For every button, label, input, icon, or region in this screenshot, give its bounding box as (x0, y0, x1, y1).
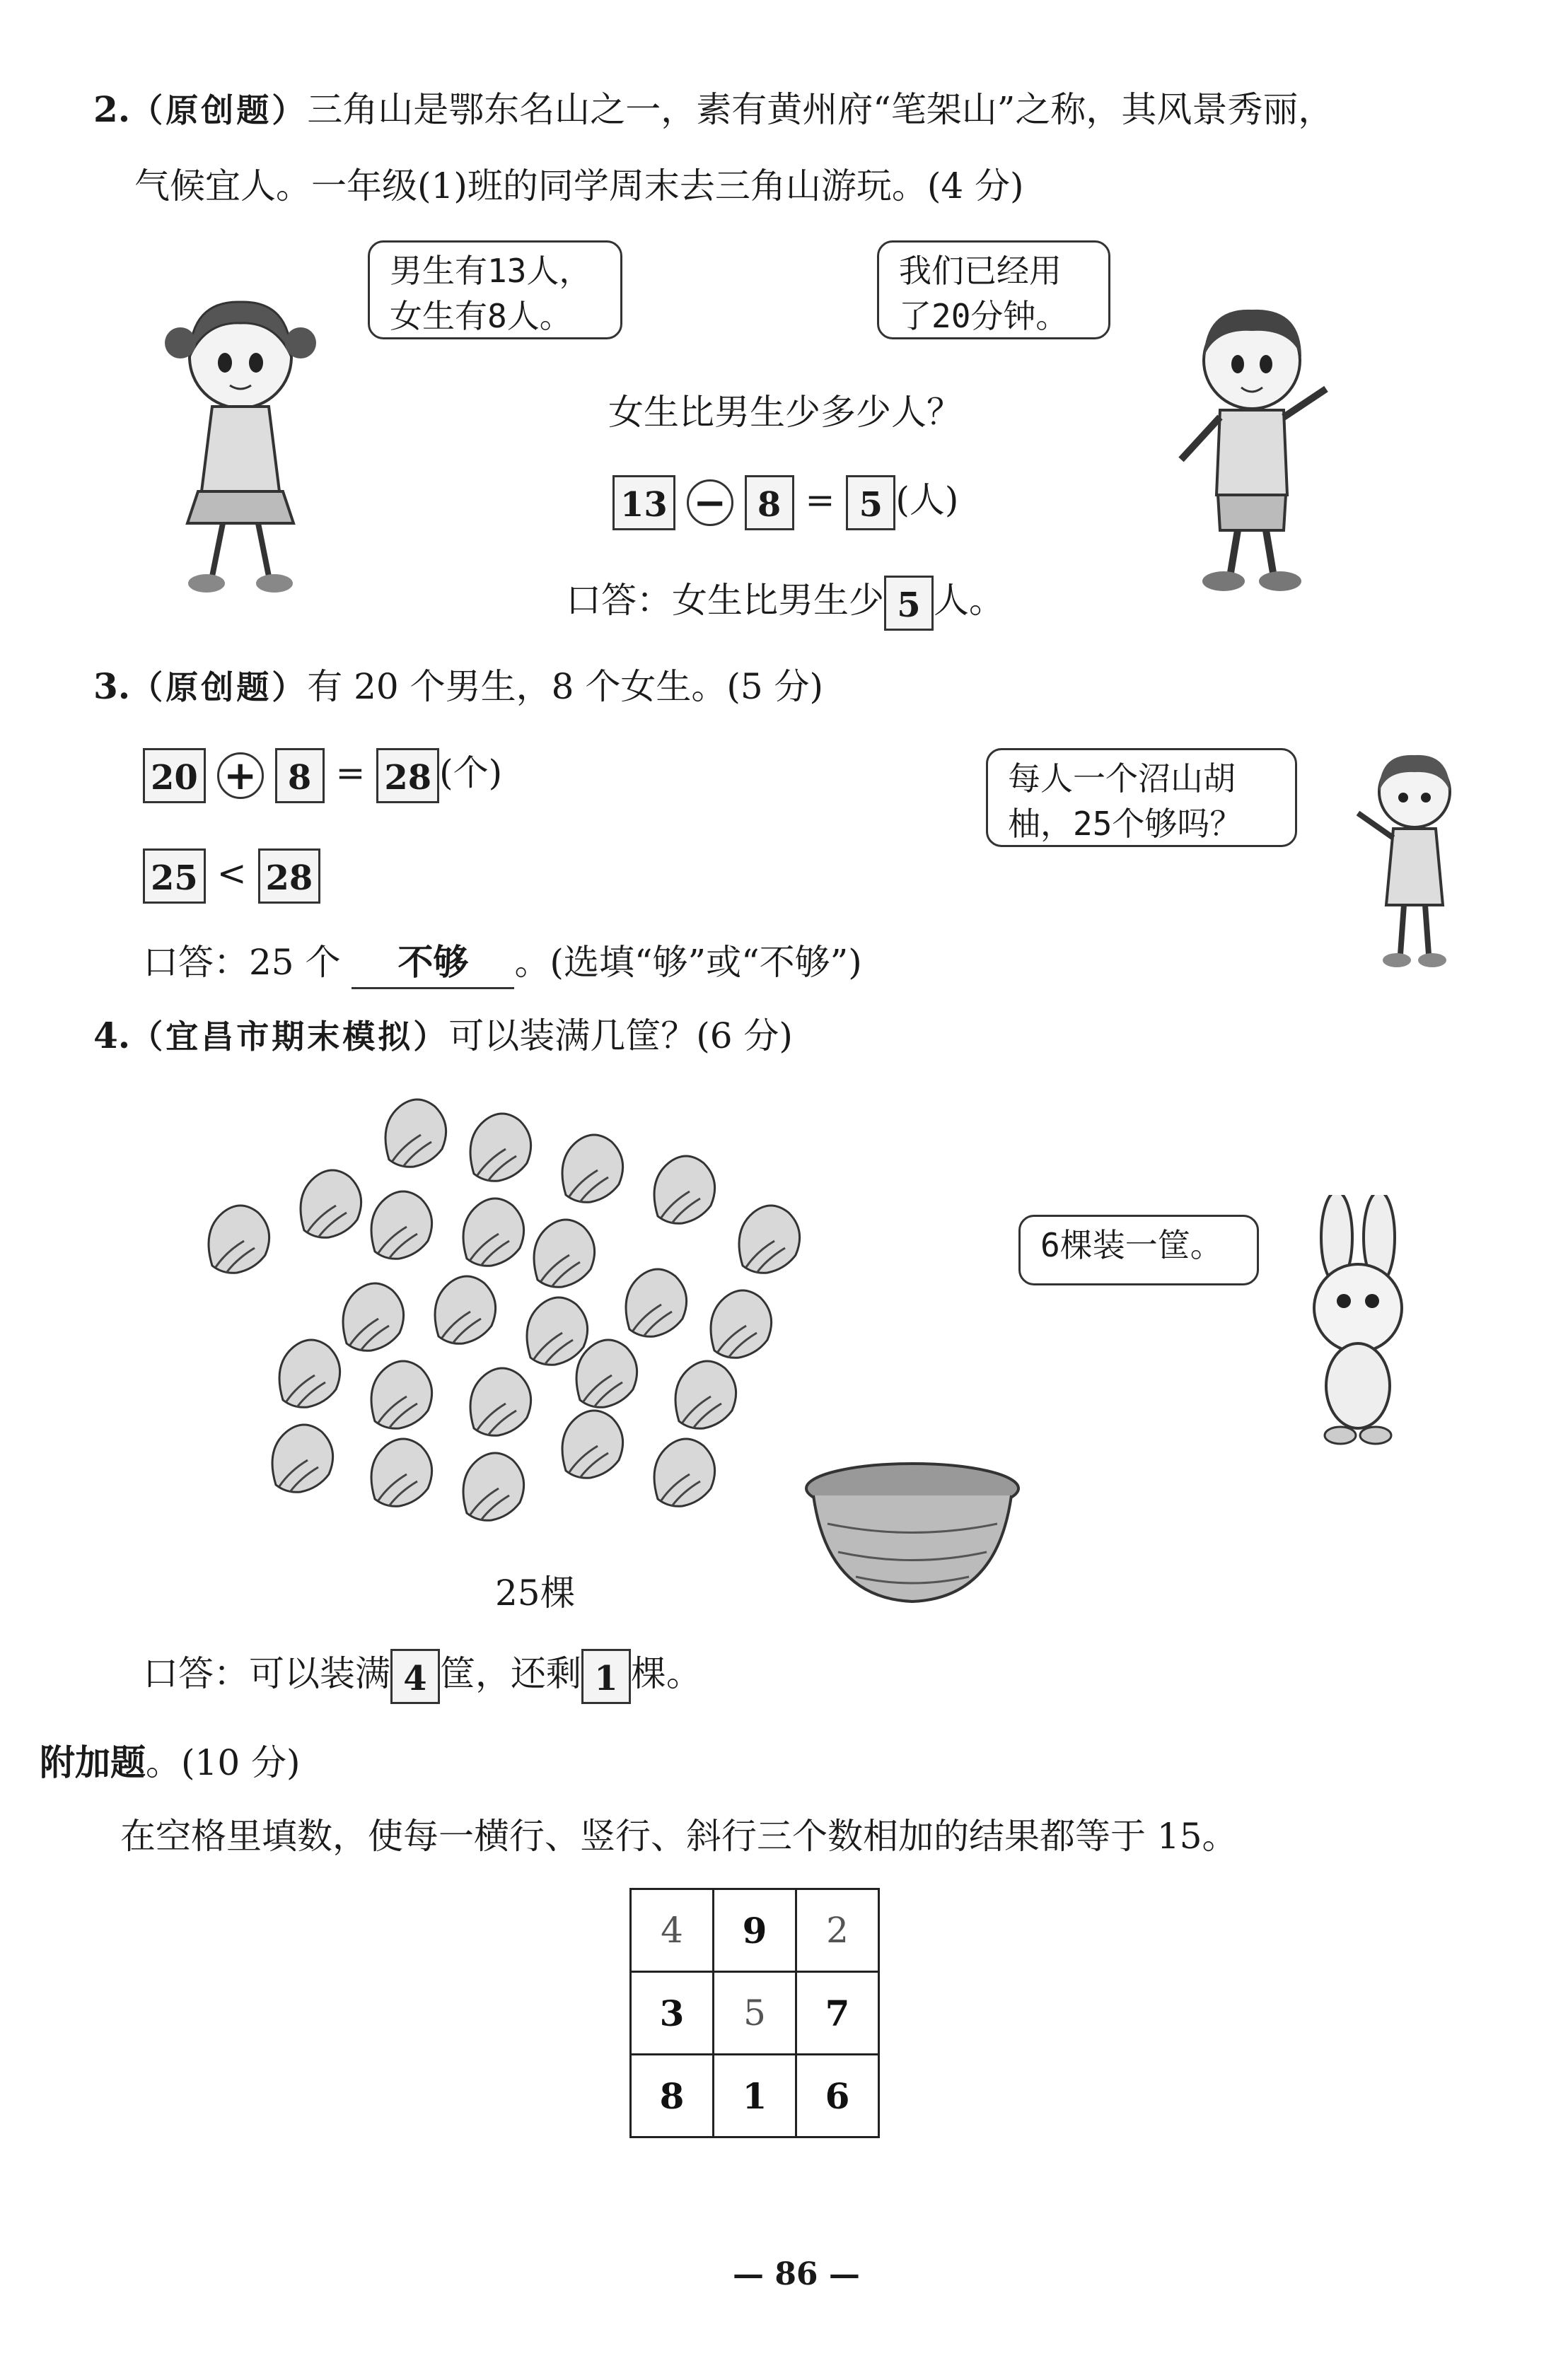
q3-answer-suffix: 。(选填“够”或“不够”) (514, 942, 862, 983)
grid-cell: 2 (796, 1889, 879, 1972)
girl-bubble-line2: 女生有8人。 (390, 297, 572, 335)
q2-eq-op: − (687, 479, 733, 526)
q4-answer-mid: 筐，还剩 (440, 1653, 581, 1694)
q2-answer (566, 568, 1004, 632)
cabbage-icon (562, 1135, 623, 1202)
q4-text: 可以装满几筐？(6 分) (448, 1015, 793, 1056)
cabbage-icon (272, 1425, 333, 1492)
grid-row (631, 1972, 879, 2055)
q2-equation (612, 468, 958, 532)
q4-answer-suffix: 棵。 (631, 1653, 702, 1694)
cabbage-icon (371, 1439, 432, 1506)
cabbage-icon (385, 1099, 446, 1167)
grid-cell: 8 (631, 2055, 714, 2137)
cabbage-icon (562, 1411, 623, 1478)
boy-speech-bubble (877, 240, 1110, 339)
q3-text: 有 20 个男生，8 个女生。(5 分) (307, 666, 824, 707)
q3-speech-bubble (986, 748, 1297, 847)
q2-answer-suffix: 人。 (934, 580, 1004, 621)
q4-answer (143, 1642, 702, 1705)
q2-line1-text: 三角山是鄂东名山之一，素有黄州府“笔架山”之称，其风景秀丽， (307, 89, 1334, 130)
grid-row (631, 2055, 879, 2137)
q3-answer-prefix: 口答：25 个 (143, 942, 341, 983)
girl-illustration (156, 279, 325, 597)
q3-cmp-b: 28 (258, 848, 321, 904)
cabbage-icon (654, 1156, 715, 1223)
cabbage-icon (209, 1206, 269, 1273)
grid-cell: 5 (714, 1972, 796, 2055)
q4-answer-prefix: 口答：可以装满 (143, 1653, 390, 1694)
q2-eq-result: 5 (846, 475, 895, 530)
bonus-title: 附加题 (40, 1742, 146, 1783)
q3-eq1-op: + (217, 752, 264, 799)
q3-eq1-result: 28 (376, 748, 439, 803)
q3-comparison (143, 841, 320, 905)
q3-answer (143, 938, 862, 989)
q2-eq-b: 8 (745, 475, 794, 530)
bonus-instruction: 在空格里填数，使每一横行、竖行、斜行三个数相加的结果都等于 15。 (120, 1816, 1238, 1857)
q4-answer-baskets: 4 (390, 1649, 440, 1704)
q2-eq-a: 13 (612, 475, 675, 530)
q4-title (93, 1011, 793, 1061)
cabbage-icon (711, 1290, 772, 1358)
q3-title (93, 662, 823, 712)
grid-cell: 9 (714, 1889, 796, 1972)
cabbage-icon (527, 1297, 588, 1365)
cabbage-icon (435, 1276, 496, 1343)
q3-cmp-a: 25 (143, 848, 206, 904)
basket-icon (799, 1457, 1026, 1612)
q2-eq-unit: (人) (895, 479, 959, 520)
cabbage-icon (470, 1114, 531, 1181)
q3-equation (143, 741, 502, 805)
cabbage-icon (463, 1198, 524, 1266)
q3-eq1-b: 8 (275, 748, 325, 803)
cabbage-icon (470, 1368, 531, 1435)
q2-question: 女生比男生少多少人？ (608, 392, 962, 433)
q2-answer-value: 5 (884, 576, 934, 631)
grid-row (631, 1889, 879, 1972)
q2-line2: 气候宜人。一年级(1)班的同学周末去三角山游玩。(4 分) (134, 165, 1024, 206)
cabbage-icon (675, 1361, 736, 1428)
q2-number: 2. (93, 88, 131, 130)
bunny-speech-bubble: 6棵装一筐。 (1018, 1215, 1259, 1285)
cabbage-icon (371, 1191, 432, 1259)
q4-source: （宜昌市期末模拟） (130, 1017, 449, 1056)
q3-bubble-line1: 每人一个沼山胡 (1008, 759, 1236, 798)
cabbage-icon (343, 1283, 404, 1351)
cabbage-icon (739, 1206, 800, 1273)
boy-bubble-line2: 了20分钟。 (899, 297, 1069, 335)
girl-speech-bubble (368, 240, 622, 339)
boy-bubble-line1: 我们已经用 (899, 252, 1062, 290)
q4-number: 4. (93, 1015, 131, 1056)
q3-bubble-line2: 柚，25个够吗？ (1008, 805, 1243, 843)
q3-source: （原创题） (130, 668, 308, 706)
q3-eq1-equals: = (335, 752, 366, 793)
grid-cell: 3 (631, 1972, 714, 2055)
cabbage-icon (626, 1269, 687, 1336)
boy-illustration (1167, 290, 1337, 601)
page-number: — 86 — (733, 2256, 860, 2292)
q2-line1 (93, 85, 1333, 135)
grid-cell: 1 (714, 2055, 796, 2137)
q2-source: （原创题） (130, 91, 308, 129)
q3-eq1-unit: (个) (439, 752, 503, 793)
cabbages-illustration (191, 1082, 827, 1563)
q3-cmp-op: < (216, 853, 247, 894)
magic-square-grid (629, 1888, 880, 2138)
cabbage-icon (576, 1340, 637, 1407)
q2-answer-prefix: 口答：女生比男生少 (566, 580, 884, 621)
grid-cell: 6 (796, 2055, 879, 2137)
cabbage-icon (279, 1340, 340, 1407)
cabbage-icon (371, 1361, 432, 1428)
grid-cell: 7 (796, 1972, 879, 2055)
grid-cell: 4 (631, 1889, 714, 1972)
bonus-title-line (40, 1738, 301, 1787)
cabbage-icon (534, 1220, 595, 1287)
q3-eq1-a: 20 (143, 748, 206, 803)
bunny-illustration (1280, 1195, 1436, 1449)
cabbage-icon (654, 1439, 715, 1506)
q2-eq-equals: = (805, 479, 835, 520)
bonus-points: 。(10 分) (146, 1742, 301, 1783)
small-girl-illustration (1344, 742, 1485, 976)
q3-answer-blank: 不够 (352, 938, 514, 989)
cabbage-icon (301, 1170, 361, 1237)
cabbage-count-label: 25棵 (495, 1573, 576, 1614)
girl-bubble-line1: 男生有13人， (390, 252, 592, 290)
cabbage-icon (463, 1453, 524, 1520)
q3-number: 3. (93, 665, 131, 707)
q4-answer-left: 1 (581, 1649, 631, 1704)
